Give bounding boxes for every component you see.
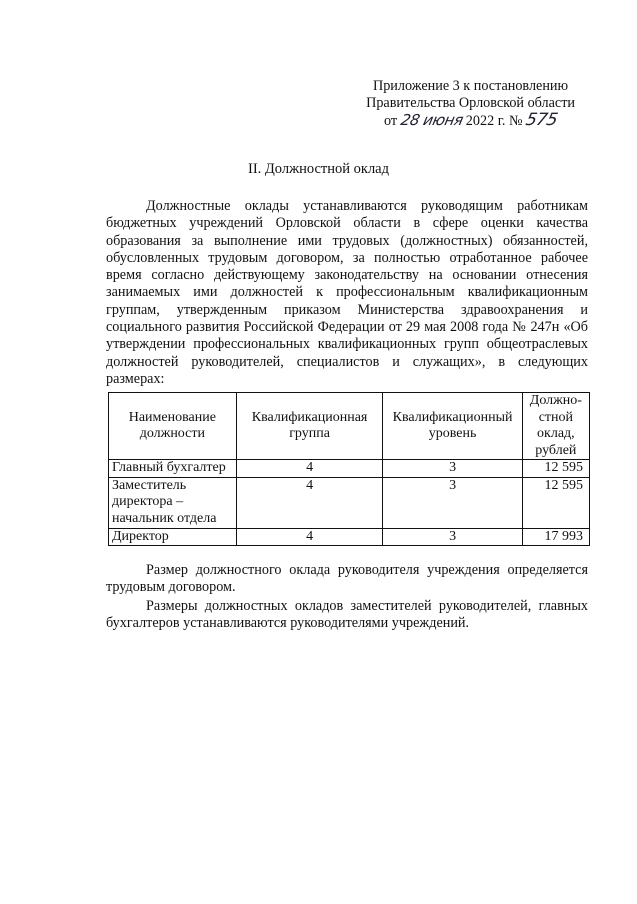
table-header-row — [109, 393, 590, 460]
cell-group: 4 — [236, 477, 383, 528]
section-title: II. Должностной оклад — [248, 161, 389, 177]
appendix-date-line — [366, 112, 575, 130]
date-prefix: от — [384, 113, 398, 129]
cell-level: 3 — [383, 528, 522, 546]
cell-position: Главный бухгалтер — [109, 460, 237, 478]
cell-salary: 12 595 — [522, 460, 589, 478]
cell-salary: 17 993 — [522, 528, 589, 546]
header-salary: Должно-стной оклад, рублей — [522, 393, 589, 460]
date-year: 2022 г. № — [465, 113, 523, 129]
header-level: Квалификационный уровень — [383, 393, 522, 460]
paragraph-deputy-salary: Размеры должностных окладов заместителей руководителей, главных бухгалтеров устанавливаются руководителями учреждений. — [106, 598, 588, 632]
appendix-line-2: Правительства Орловской области — [366, 95, 575, 111]
appendix-line-1: Приложение 3 к постановлению — [372, 78, 569, 94]
table-row — [109, 460, 590, 478]
cell-group: 4 — [236, 460, 383, 478]
table-row — [109, 477, 590, 528]
header-group: Квалификационная группа — [236, 393, 383, 460]
cell-salary: 12 595 — [522, 477, 589, 528]
salary-table — [108, 392, 590, 546]
cell-level: 3 — [383, 460, 522, 478]
table-row — [109, 528, 590, 546]
handwritten-date: 28 июня — [398, 111, 465, 129]
paragraph-head-salary: Размер должностного оклада руководителя учреждения определяется трудовым договором. — [106, 562, 588, 596]
header-position: Наименование должности — [109, 393, 237, 460]
appendix-header — [366, 78, 575, 130]
cell-position: Заместитель директора – начальник отдела — [109, 477, 237, 528]
paragraph-salaries: Должностные оклады устанавливаются руководящим работникам бюджетных учреждений Орловской области в сфере оценки качества образования за выполнение ими трудовых (должностных) обязанностей, обусловленных трудовым договором, за полностью отработанное рабочее время согласно действующему законодательству на основании отнесения занимаемых ими должностей к профессиональным квалификационным группам, утвержденным приказом Министерства здравоохранения и социального развития Российской Федерации от 29 мая 2008 года № 247н «Об утверждении профессиональных квалификационных групп общеотраслевых должностей руководителей, специалистов и служащих», в следующих размерах: — [106, 198, 588, 387]
cell-position: Директор — [109, 528, 237, 546]
cell-group: 4 — [236, 528, 383, 546]
handwritten-number: 575 — [524, 110, 560, 130]
cell-level: 3 — [383, 477, 522, 528]
